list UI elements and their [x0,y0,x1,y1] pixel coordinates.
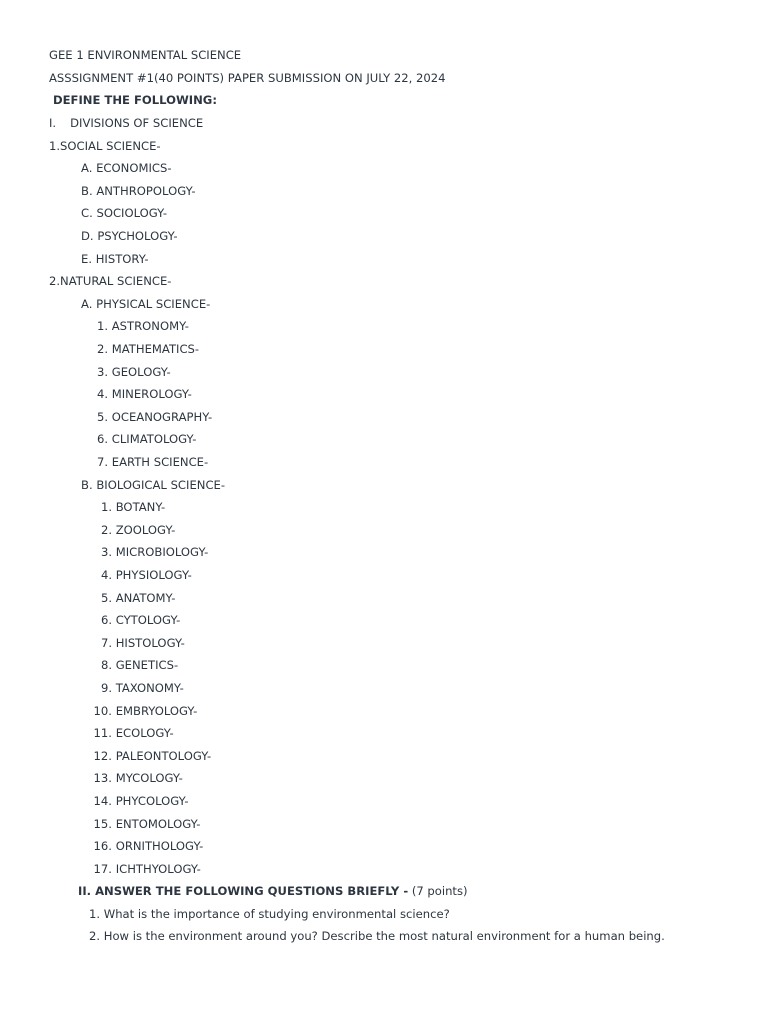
list-item: 10. EMBRYOLOGY- [93,704,198,718]
list-item: 4. MINEROLOGY- [97,387,192,401]
list-item: C. SOCIOLOGY- [81,206,168,220]
part1-heading [49,116,203,130]
list-item: 4. PHYSIOLOGY- [100,568,192,582]
list-item: 7. HISTOLOGY- [100,636,185,650]
physical-science-label: A. PHYSICAL SCIENCE- [81,297,211,311]
list-item: 14. PHYCOLOGY- [93,794,189,808]
list-item: 16. ORNITHOLOGY- [93,839,204,853]
list-item: 11. ECOLOGY- [93,726,174,740]
list-item: 15. ENTOMOLOGY- [93,817,201,831]
list-item: 2. MATHEMATICS- [97,342,200,356]
list-item: 6. CYTOLOGY- [100,613,181,627]
natural-science-label: 2.NATURAL SCIENCE- [49,274,172,288]
social-science-label: 1.SOCIAL SCIENCE- [49,139,161,153]
list-item: D. PSYCHOLOGY- [81,229,178,243]
list-item: 5. ANATOMY- [100,591,176,605]
list-item: 2. ZOOLOGY- [100,523,176,537]
list-item: 13. MYCOLOGY- [93,771,183,785]
list-item: A. ECONOMICS- [81,161,172,175]
part2-heading [78,884,468,898]
list-item: 17. ICHTHYOLOGY- [93,862,201,876]
list-item: 5. OCEANOGRAPHY- [97,410,213,424]
list-item: E. HISTORY- [81,252,149,266]
list-item: 1. BOTANY- [100,500,166,514]
list-item: 8. GENETICS- [100,658,179,672]
list-item: 3. MICROBIOLOGY- [100,545,209,559]
biological-science-label: B. BIOLOGICAL SCIENCE- [81,478,226,492]
list-item: 1. ASTRONOMY- [97,319,189,333]
list-item: 9. TAXONOMY- [100,681,184,695]
part1-title: DIVISIONS OF SCIENCE [70,116,204,130]
list-item: 12. PALEONTOLOGY- [93,749,212,763]
assignment-line: ASSSIGNMENT #1(40 POINTS) PAPER SUBMISSION ON JULY 22, 2024 [49,71,446,85]
part2-title: II. ANSWER THE FOLLOWING QUESTIONS BRIEFLY - [78,884,409,898]
list-item: 6. CLIMATOLOGY- [97,432,197,446]
list-item: 3. GEOLOGY- [97,365,171,379]
part2-points: (7 points) [411,884,468,898]
course-title: GEE 1 ENVIRONMENTAL SCIENCE [49,48,242,62]
list-item: B. ANTHROPOLOGY- [81,184,196,198]
question-item: 2. How is the environment around you? Describe the most natural environment for a human being. [89,929,665,943]
list-item: 7. EARTH SCIENCE- [97,455,209,469]
part1-numeral: I. [49,116,57,130]
instruction-heading: DEFINE THE FOLLOWING: [53,93,217,107]
question-item: 1. What is the importance of studying environmental science? [89,907,450,921]
